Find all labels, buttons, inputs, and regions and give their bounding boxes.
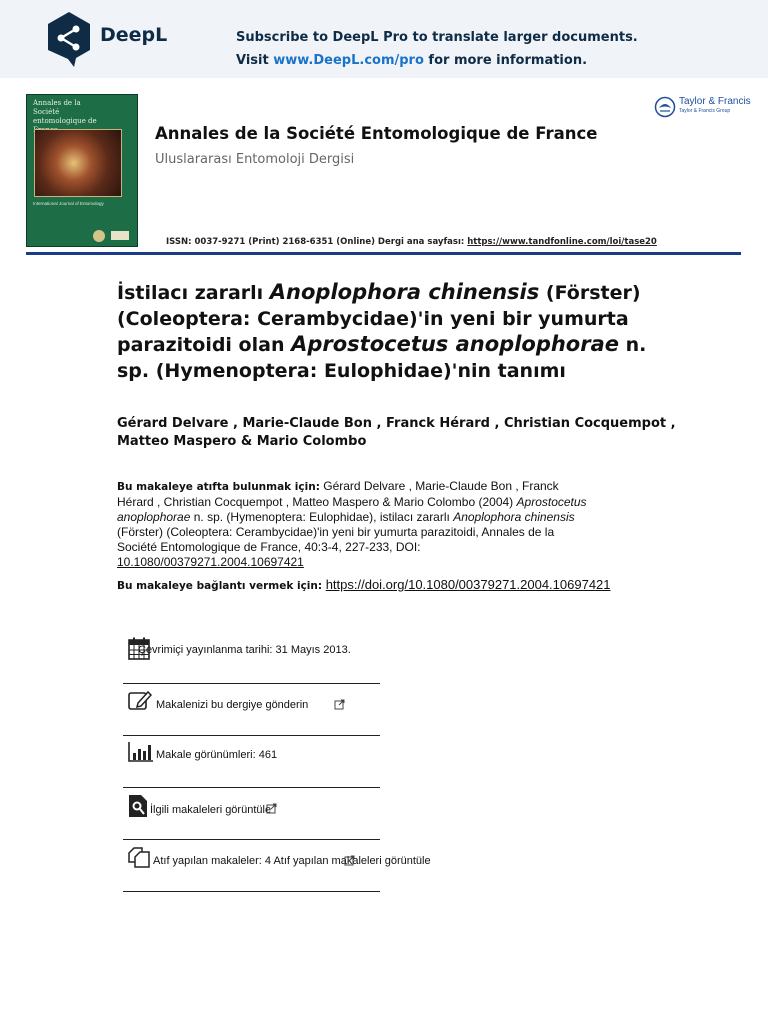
article-views-text: Makale görünümleri: 461 [156,749,278,761]
deepl-logo-icon[interactable] [44,10,94,68]
title-part-2: (Förster) (Coleoptera: Cerambycidae)'in yeni bir yumurta parazitoidi olan [117,282,641,356]
article-doi-url[interactable]: https://doi.org/10.1080/00379271.2004.10697421 [325,577,611,592]
deepl-brand-name: DeepL [100,24,168,46]
journal-subtitle: Uluslararası Entomoloji Dergisi [155,152,355,167]
info-divider [123,891,380,892]
cover-seal [93,230,105,242]
cover-subtitle: International Journal of Entomology [33,201,104,206]
cover-title: Annales de la Société entomologique de [33,99,97,125]
citation-species-1: Aprostocetus anoplophorae [117,495,587,524]
citing-articles-item[interactable] [123,840,431,892]
title-species-2: Aprostocetus anoplophorae [291,332,620,356]
title-part-1: İstilacı zararlı [117,282,270,304]
banner-line-2-suffix: for more information. [423,53,588,68]
citation-text-2: n. sp. (Hymenoptera: Eulophidae), istilacı zararlı [190,510,454,524]
edit-icon [128,689,152,711]
article-title [117,280,677,384]
article-link-line [117,577,611,592]
related-articles-text: İlgili makaleleri görüntüle [150,804,272,816]
citation-text-3: (Förster) (Coleoptera: Cerambycidae)'in yeni bir yumurta parazitoidi, Annales de la Société Entomologique de France, 40:3-4, 227-233, DOI: [117,525,555,554]
taylor-francis-logo-icon [654,96,676,118]
link-label: Bu makaleye bağlantı vermek için: [117,580,323,592]
citation-label: Bu makaleye atıfta bulunmak için: [117,481,320,493]
issn-text: ISSN: 0037-9271 (Print) 2168-6351 (Online) Dergi ana sayfası: [166,237,468,247]
published-online-text: Çevrimiçi yayınlanma tarihi: 31 Mayıs 2013. [138,644,351,656]
title-part-3: n. sp. (Hymenoptera: Eulophidae)'nin tanımı [117,334,647,382]
citation-species-2: Anoplophora chinensis [453,510,575,524]
copy-documents-icon [128,846,150,868]
deepl-banner [0,0,768,78]
external-link-icon [344,855,355,866]
published-online-item [123,632,380,684]
journal-homepage-link[interactable]: https://www.tandfonline.com/loi/tase20 [467,237,657,247]
banner-message [236,26,638,72]
cover-artwork [34,129,122,197]
banner-line-2 [236,49,638,72]
citing-articles-text: Atıf yapılan makaleler: 4 Atıf yapılan makaleleri görüntüle [153,855,431,867]
citation-doi-link[interactable]: 10.1080/00379271.2004.10697421 [117,555,304,569]
title-species-1: Anoplophora chinensis [269,280,540,304]
external-link-icon [334,699,345,710]
bar-chart-icon [128,742,154,762]
search-document-icon [128,794,148,818]
publisher-group: Taylor & Francis Group [679,108,731,114]
article-authors: Gérard Delvare , Marie-Claude Bon , Franck Hérard , Christian Cocquempot , Matteo Maspero & Mario Colombo [117,416,676,449]
citation-block [117,479,597,570]
cover-publisher-badge [111,231,129,240]
external-link-icon [266,803,277,814]
deepl-pro-link[interactable]: www.DeepL.com/pro [273,53,424,68]
banner-line-1: Subscribe to DeepL Pro to translate larger documents. [236,30,638,45]
submit-article-item[interactable] [123,684,380,736]
publisher-name: Taylor & Francis [679,96,751,107]
related-articles-item[interactable] [123,788,380,840]
submit-article-text: Makalenizi bu dergiye gönderin [156,699,309,711]
journal-cover-image [26,94,138,247]
journal-title: Annales de la Société Entomologique de France [155,124,598,143]
citation-text-1: Gérard Delvare , Marie-Claude Bon , Franck Hérard , Christian Cocquempot , Matteo Maspero & Mario Colombo (2004) [117,479,559,509]
header-divider [26,252,741,255]
article-views-item [123,736,380,788]
banner-line-2-prefix: Visit [236,53,274,68]
issn-line [166,237,657,247]
